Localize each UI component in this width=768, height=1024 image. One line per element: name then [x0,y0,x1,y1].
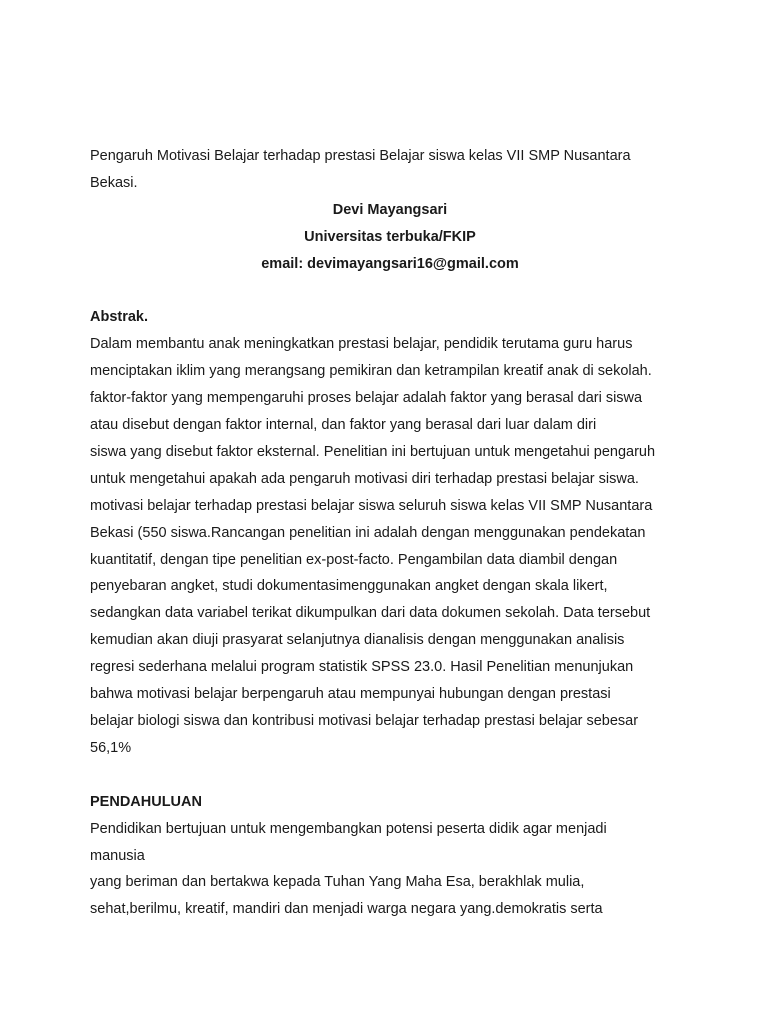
body-line: yang beriman dan bertakwa kepada Tuhan Yang Maha Esa, berakhlak mulia, [90,874,585,891]
body-line: untuk mengetahui apakah ada pengaruh motivasi diri terhadap prestasi belajar siswa. [90,470,639,487]
intro-section [90,789,690,924]
title-line: Pengaruh Motivasi Belajar terhadap prestasi Belajar siswa kelas VII SMP Nusantara [90,148,631,164]
body-line: siswa yang disebut faktor eksternal. Penelitian ini bertujuan untuk mengetahui pengaruh [90,443,656,460]
body-line: faktor-faktor yang mempengaruhi proses belajar adalah faktor yang berasal dari siswa [90,390,643,407]
abstract-body [90,331,690,762]
spacer [90,762,690,789]
body-line: menciptakan iklim yang merangsang pemikiran dan ketrampilan kreatif anak di sekolah. [90,363,652,380]
abstract-section [90,304,690,761]
body-line: atau disebut dengan faktor internal, dan faktor yang berasal dari luar dalam diri [90,417,597,434]
body-line: manusia [90,847,145,864]
author-name: Devi Mayangsari [332,201,448,218]
author-email: email: devimayangsari16@gmail.com [261,255,519,272]
intro-heading: PENDAHULUAN [90,793,202,810]
body-line: sehat,berilmu, kreatif, mandiri dan menjadi warga negara yang.demokratis serta [90,901,603,918]
body-line: bahwa motivasi belajar berpengaruh atau mempunyai hubungan dengan prestasi [90,686,611,703]
body-line: Dalam membantu anak meningkatkan prestasi belajar, pendidik terutama guru harus [90,336,633,353]
paper-title [90,143,690,197]
body-line: sedangkan data variabel terikat dikumpulkan dari data dokumen sekolah. Data tersebut [90,605,651,622]
body-line: penyebaran angket, studi dokumentasimenggunakan angket dengan skala likert, [90,578,608,595]
abstract-heading: Abstrak. [90,309,149,326]
author-affiliation: Universitas terbuka/FKIP [304,228,476,245]
body-line: motivasi belajar terhadap prestasi belajar siswa seluruh siswa kelas VII SMP Nusantara [90,497,653,514]
body-line: Bekasi (550 siswa.Rancangan penelitian ini adalah dengan menggunakan pendekatan [90,524,646,541]
body-line: kemudian akan diuji prasyarat selanjutnya dianalisis dengan menggunakan analisis [90,632,625,649]
spacer [90,278,690,305]
body-line: 56,1% [90,739,132,756]
body-line: kuantitatif, dengan tipe penelitian ex-post-facto. Pengambilan data diambil dengan [90,551,618,568]
body-line: regresi sederhana melalui program statistik SPSS 23.0. Hasil Penelitian menunjukan [90,659,634,676]
title-line: Bekasi. [90,174,138,191]
author-block [90,197,690,278]
document-page [90,143,690,923]
body-line: belajar biologi siswa dan kontribusi motivasi belajar terhadap prestasi belajar sebesar [90,713,639,730]
body-line: Pendidikan bertujuan untuk mengembangkan potensi peserta didik agar menjadi [90,820,607,837]
intro-body [90,816,690,924]
